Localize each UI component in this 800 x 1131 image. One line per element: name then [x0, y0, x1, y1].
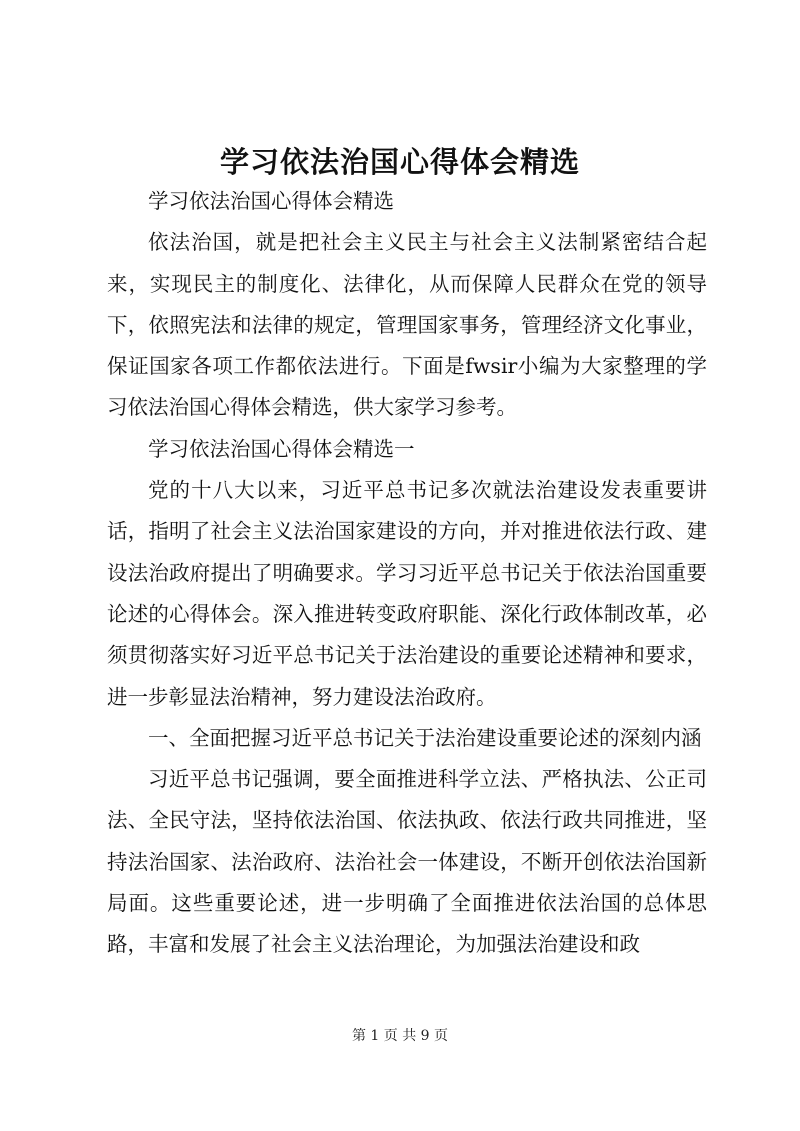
page-footer [0, 1026, 800, 1046]
paragraph-body: 党的十八大以来，习近平总书记多次就法治建设发表重要讲话，指明了社会主义法治国家建设的方向，并对推进依法行政、建设法治政府提出了明确要求。学习习近平总书记关于依法治国重要论述的心得体会。深入推进转变政府职能、深化行政体制改革，必须贯彻落实好习近平总书记关于法治建设的重要论述精神和要求，进一步彰显法治精神，努力建设法治政府。 [107, 478, 707, 709]
paragraph-intro: 依法治国，就是把社会主义民主与社会主义法制紧密结合起来，实现民主的制度化、法律化，从而保障人民群众在党的领导下，依照宪法和法律的规定，管理国家事务，管理经济文化事业，保证国家各项工作都依法进行。下面是fwsir小编为大家整理的学习依法治国心得体会精选，供大家学习参考。 [107, 230, 707, 420]
document-body [107, 181, 707, 966]
paragraph-subheading: 一、全面把握习近平总书记关于法治建设重要论述的深刻内涵 [148, 725, 702, 750]
paragraph-body: 习近平总书记强调，要全面推进科学立法、严格执法、公正司法、全民守法，坚持依法治国、依法执政、依法行政共同推进，坚持法治国家、法治政府、法治社会一体建设，不断开创依法治国新局面。这些重要论述，进一步明确了全面推进依法治国的总体思路，丰富和发展了社会主义法治理论，为加强法治建设和政 [107, 767, 707, 957]
paragraph-section-heading: 学习依法治国心得体会精选一 [148, 436, 415, 461]
paragraph-subtitle: 学习依法治国心得体会精选 [148, 189, 394, 213]
page-number: 第 1 页 共 9 页 [351, 1028, 449, 1044]
document-title: 学习依法治国心得体会精选 [219, 145, 580, 179]
